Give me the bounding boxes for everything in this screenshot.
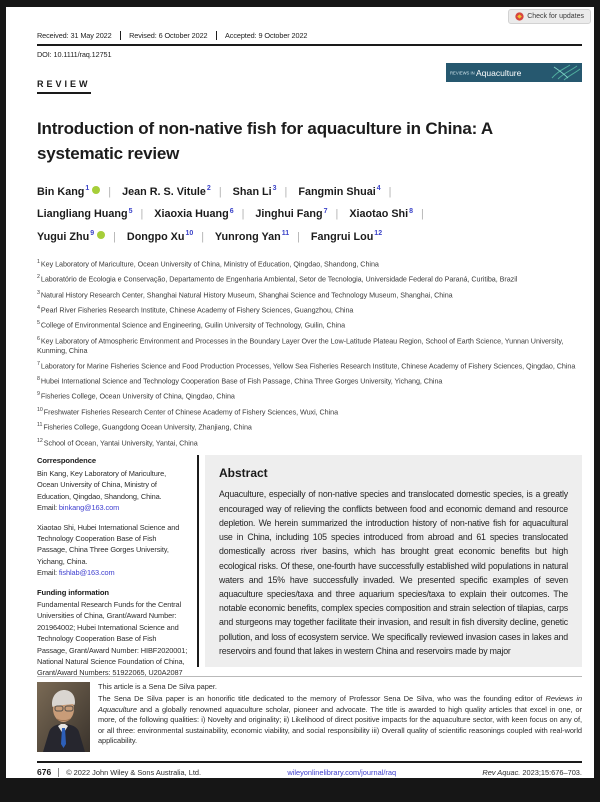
affiliation-superscript: 11 [37,422,43,429]
journal-name-italic: Reviews in Aquaculture [98,694,582,714]
footer [37,767,582,777]
affiliations-list [37,258,582,448]
affiliation-superscript: 7 [37,360,40,367]
check-updates-button[interactable] [508,9,591,24]
sena-body-after: and a globally renowned aquaculture scholar, pioneer and advocate. The title is awarded to high quality articles that excel in one, or more, of the following qualities: i) Novelty and originality; ii) Likelihood of direct positive impacts for the aquaculture sector, with keen focus on any of, or all three: environmental sustainability, economic viability, and social responsibility iii) Overall quality of scientific reasonings coupled with real-world applicability. [98,704,582,746]
author [127,231,212,243]
article-type-label: REVIEW [37,79,91,94]
author-superscript: 11 [281,230,290,238]
affiliation-text: School of Ocean, Yantai University, Yantai, China [43,437,198,447]
revised-date: Revised: 6 October 2022 [129,31,208,40]
affiliation-item [37,406,582,417]
author-superscript: 8 [409,207,414,215]
affiliation-item [37,304,582,315]
authors-block [37,179,582,247]
sena-note-text [98,682,582,752]
page-content [6,31,594,802]
sena-body-before: The Sena De Silva paper is an honorific title dedicated to the memory of Professor Sena De Silva, who was the founding editor of [98,694,546,704]
affiliation-item [37,319,582,330]
crossmark-icon [515,12,524,21]
author-name: Dongpo Xu [126,230,185,243]
affiliation-text: Fisheries College, Guangdong Ocean University, Zhanjiang, China [43,422,252,432]
affiliation-item [37,390,582,401]
footer-citation [482,768,582,777]
author-superscript: 4 [376,185,381,192]
sena-note-title: This article is a Sena De Silva paper. [98,682,217,692]
accepted-date: Accepted: 9 October 2022 [225,31,308,40]
author-separator: | [335,208,339,221]
author-separator: | [218,185,222,198]
received-date: Received: 31 May 2022 [37,31,112,40]
author-superscript: 9 [90,230,95,238]
affiliation-superscript: 9 [37,391,40,398]
affiliation-text: Fisheries College, Ocean University of China, Qingdao, China [40,391,235,401]
author-superscript: 10 [185,230,194,238]
footer-journal-link[interactable]: wileyonlinelibrary.com/journal/raq [287,767,397,777]
paper-page [6,7,594,778]
authors-line [37,179,582,202]
abstract-text: Aquaculture, especially of non-native species and translocated domestic species, is a greatly encouraged way of relieving the conflicts between food and economic demand and resource depletion. We herein summarized the introduction history of non-native fish for aquacultural use in China, including 105 species introduced from abroad and 61 species translocated domestically across river basins, which has brought great economic benefits but high ecological risks. Of these, one-fourth have successfully established wild populations in natural waters and 15% have successfully invaded. We presented specific examples of seven aquaculture species/taxa and three aquarium species/taxa to explain their outcomes. The notable economic benefits, complex species composition and strain selection of tilapias, carps and sturgeons may together facilitate their invasion, and result in fish diversity decline, genetic pollution, and loss of ecosystem service. We specifically reviewed invasion cases in lakes and reservoirs and found that lakes in western China and reservoirs made by major [219,489,568,656]
author [37,186,119,198]
orcid-icon[interactable] [97,231,105,239]
author-separator: | [297,230,300,243]
correspondence-text: Bin Kang, Key Laboratory of Mariculture, Ocean University of China, Ministry of Education, Qingdao, Shandong, China. [37,468,167,501]
author [122,186,230,198]
affiliation-superscript: 6 [37,335,40,342]
affiliation-text: Laboratory for Marine Fisheries Science and Food Production Processes, Yellow Sea Fisheries Research Institute, Chinese Academy of Fishery Sciences, Qingdao, China [40,361,576,371]
author-superscript: 5 [128,207,133,215]
author-name: Fangmin Shuai [298,185,376,198]
author-superscript: 7 [323,207,328,215]
affiliation-superscript: 4 [37,304,40,311]
meta-divider [120,31,122,40]
affiliation-superscript: 3 [37,289,40,296]
authors-line [37,224,582,247]
affiliation-text: Natural History Research Center, Shanghai Natural History Museum, Shanghai Science and Technology Museum, Shanghai, China [40,289,453,299]
author [349,208,432,220]
side-info-column [37,455,188,678]
affiliation-item [37,335,582,356]
author-name: Yunrong Yan [214,230,281,243]
affiliation-superscript: 2 [37,274,40,281]
affiliation-superscript: 10 [37,406,43,413]
affiliation-superscript: 5 [37,320,40,327]
check-updates-label: Check for updates [527,13,584,20]
affiliation-text: Key Laboratory of Mariculture, Ocean University of China, Ministry of Education, Qingdao, Shandong, China [40,259,379,269]
affiliation-superscript: 1 [37,258,40,265]
correspondence-heading: Correspondence [37,456,96,466]
correspondence-text: Xiaotao Shi, Hubei International Science and Technology Cooperation Base of Fish Passage, China Three Gorges University, Yichang, China. [37,522,180,566]
author [215,231,308,243]
author-name: Shan Li [232,185,272,198]
author [154,208,252,220]
orcid-icon[interactable] [92,186,100,194]
affiliation-item [37,437,582,448]
doi-text: DOI: 10.1111/raq.12751 [37,50,112,59]
footer-page-number: 676 [37,767,52,778]
email-label: Email: [37,503,57,513]
author-separator: | [241,208,245,221]
author [298,186,399,198]
banner-prefix: REVIEWS IN [450,70,475,76]
footer-rule [37,761,582,763]
affiliation-text: Pearl River Fisheries Research Institute, Chinese Academy of Fishery Sciences, Guangzhou, China [40,305,354,315]
affiliation-item [37,375,582,386]
author-superscript: 1 [85,185,90,192]
affiliation-item [37,421,582,432]
abstract-box [205,455,582,667]
journal-banner[interactable] [446,63,582,82]
sena-note [37,682,582,752]
author-name: Jinghui Fang [255,208,323,221]
author-superscript: 2 [206,185,211,192]
author [37,208,151,220]
footer-divider [58,768,59,777]
author-separator: | [421,208,424,221]
footer-citation-journal: Rev Aquac. [482,767,521,777]
affiliation-text: Key Laboratory of Atmospheric Environment and Processes in the Boundary Layer Over the Low-Latitude Plateau Region, School of Earth Science, Yunnan University, Kunming, China [37,336,564,355]
author-name: Xiaoxia Huang [154,208,229,221]
columns-area [37,455,582,678]
history-row [37,31,582,40]
funding-heading: Funding information [37,587,109,597]
footer-copyright: © 2022 John Wiley & Sons Australia, Ltd. [66,767,202,777]
author [233,186,296,198]
affiliation-item [37,258,582,269]
affiliation-item [37,289,582,300]
meta-divider [216,31,218,40]
author-separator: | [284,185,288,198]
author-separator: | [201,230,205,243]
affiliation-text: Hubei International Science and Technology Cooperation Base of Fish Passage, China Three Gorges University, Yichang, China [40,376,443,386]
author-name: Yugui Zhu [37,230,90,243]
email-label: Email: [37,568,57,578]
column-divider [197,455,199,667]
sena-note-body [98,694,582,747]
author-name: Jean R. S. Vitule [122,185,206,198]
sena-de-silva-photo [37,682,90,752]
correspondence-entry [37,468,188,514]
author-separator: | [388,185,392,198]
footer-citation-rest: 2023;15:676–703. [520,767,582,777]
author-name: Liangliang Huang [37,208,128,221]
author [255,208,346,220]
email-link[interactable]: binkang@163.com [58,503,120,513]
author-name: Xiaotao Shi [349,208,409,221]
author-superscript: 12 [374,230,383,238]
author [311,231,382,243]
affiliation-superscript: 12 [37,437,43,444]
abstract-heading: Abstract [219,466,268,481]
author-separator: | [108,185,112,198]
author-name: Bin Kang [37,185,85,198]
banner-journal-name: Aquaculture [476,68,522,78]
page-title: Introduction of non-native fish for aquaculture in China: A systematic review [37,119,493,163]
author-superscript: 3 [272,185,277,192]
author-superscript: 6 [229,207,234,215]
affiliation-superscript: 8 [37,376,40,382]
affiliation-item [37,360,582,371]
affiliation-text: Freshwater Fisheries Research Center of Chinese Academy of Fishery Sciences, Wuxi, China [43,407,339,417]
funding-text: Fundamental Research Funds for the Central Universities of China, Grant/Award Number: 201964002; Hubei International Science and Technology Cooperation Base of Fish Passage, Grant/Award Number: HIBF2020001; National Natural Science Foundation of China, Grant/Award Numbers: 51922065, U20A2087 [37,599,188,678]
affiliation-item [37,273,582,284]
article-type-row [37,68,582,96]
email-link[interactable]: fishlab@163.com [58,568,115,578]
author-name: Fangrui Lou [310,230,374,243]
author-separator: | [140,208,144,221]
author [37,231,124,243]
authors-line [37,202,582,225]
header-rule [37,44,582,46]
affiliation-text: Laboratório de Ecologia e Conservação, Departamento de Engenharia Ambiental, Setor de Tecnologia, Universidade Federal do Paraná, Curitiba, Brazil [40,274,518,284]
correspondence-entry [37,522,188,579]
author-separator: | [113,230,116,243]
affiliation-text: College of Environmental Science and Engineering, Guilin University of Technology, Guilin, China [40,320,346,330]
